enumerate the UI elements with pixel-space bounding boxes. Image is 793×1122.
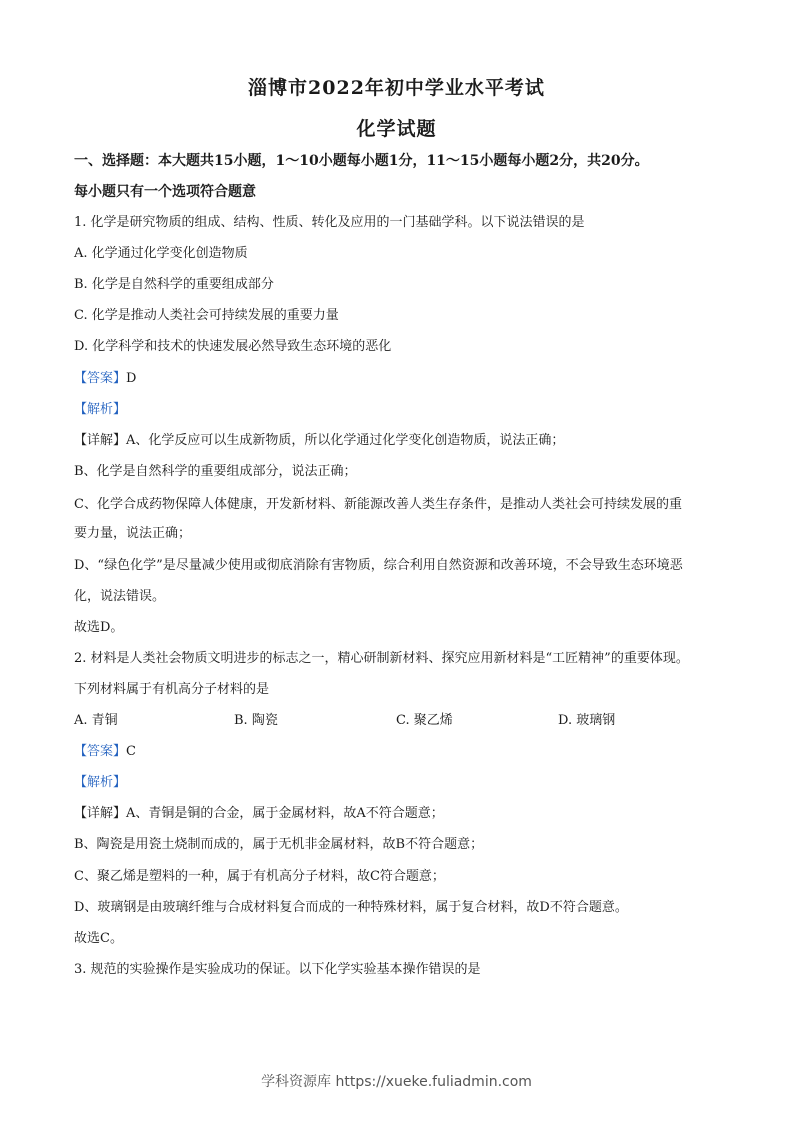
q1-detail-line: D、“绿色化学”是尽量减少使用或彻底消除有害物质，综合利用自然资源和改善环境，不会导致生态环境恶 [74, 558, 683, 573]
q2-detail-line: D、玻璃钢是由玻璃纤维与合成材料复合而成的一种特殊材料，属于复合材料，故D不符合题意。 [74, 900, 628, 915]
q1-detail-line: B、化学是自然科学的重要组成部分，说法正确； [74, 464, 357, 479]
q1-option-b: B. 化学是自然科学的重要组成部分 [74, 277, 274, 292]
q2-answer [74, 744, 724, 760]
q1-detail-line: 要力量，说法正确； [74, 526, 192, 541]
answer-value: D [126, 371, 137, 386]
q2-conclusion: 故选C。 [74, 931, 123, 946]
q2-analysis-tag: 【解析】 [74, 775, 127, 790]
detail-text: A、化学反应可以生成新物质，所以化学通过化学变化创造物质，说法正确； [126, 433, 565, 448]
q1-conclusion: 故选D。 [74, 620, 124, 635]
q1-answer [74, 371, 724, 387]
answer-value: C [126, 744, 136, 759]
q2-option-b: B. 陶瓷 [234, 713, 278, 728]
q1-detail-line: C、化学合成药物保障人体健康，开发新材料、新能源改善人类生存条件，是推动人类社会可持续发展的重 [74, 497, 682, 512]
q2-option-a: A. 青铜 [74, 713, 118, 728]
q1-option-d: D. 化学科学和技术的快速发展必然导致生态环境的恶化 [74, 339, 392, 354]
section-heading: 一、选择题：本大题共15小题，1～10小题每小题1分，11～15小题每小题2分，共20分。 [74, 153, 649, 169]
detail-tag: 【详解】 [74, 433, 127, 448]
q2-option-c: C. 聚乙烯 [396, 713, 453, 728]
exam-subtitle: 化学试题 [356, 118, 437, 140]
q1-analysis-tag: 【解析】 [74, 402, 127, 417]
detail-text: A、青铜是铜的合金，属于金属材料，故A不符合题意； [126, 806, 444, 821]
q2-detail-line: C、聚乙烯是塑料的一种，属于有机高分子材料，故C符合题意； [74, 869, 445, 884]
q3-stem: 3. 规范的实验操作是实验成功的保证。以下化学实验基本操作错误的是 [74, 962, 481, 977]
answer-tag: 【答案】 [74, 371, 127, 386]
q1-stem: 1. 化学是研究物质的组成、结构、性质、转化及应用的一门基础学科。以下说法错误的是 [74, 215, 585, 230]
q1-option-a: A. 化学通过化学变化创造物质 [74, 246, 248, 261]
q1-detail-line [74, 433, 724, 449]
q2-detail-line: B、陶瓷是用瓷土烧制而成的，属于无机非金属材料，故B不符合题意； [74, 837, 484, 852]
q2-detail-line [74, 806, 724, 822]
exam-title: 淄博市2022年初中学业水平考试 [248, 77, 545, 99]
q1-detail-line: 化，说法错误。 [74, 589, 166, 604]
detail-tag: 【详解】 [74, 806, 127, 821]
answer-tag: 【答案】 [74, 744, 127, 759]
q2-stem: 2. 材料是人类社会物质文明进步的标志之一，精心研制新材料、探究应用新材料是“工匠精神”的重要体现。 [74, 651, 689, 666]
q1-option-c: C. 化学是推动人类社会可持续发展的重要力量 [74, 308, 339, 323]
footer-watermark: 学科资源库 https://xueke.fuliadmin.com [261, 1074, 532, 1090]
q2-stem-cont: 下列材料属于有机高分子材料的是 [74, 682, 270, 697]
section-heading-cont: 每小题只有一个选项符合题意 [74, 184, 256, 200]
q2-option-d: D. 玻璃钢 [558, 713, 616, 728]
